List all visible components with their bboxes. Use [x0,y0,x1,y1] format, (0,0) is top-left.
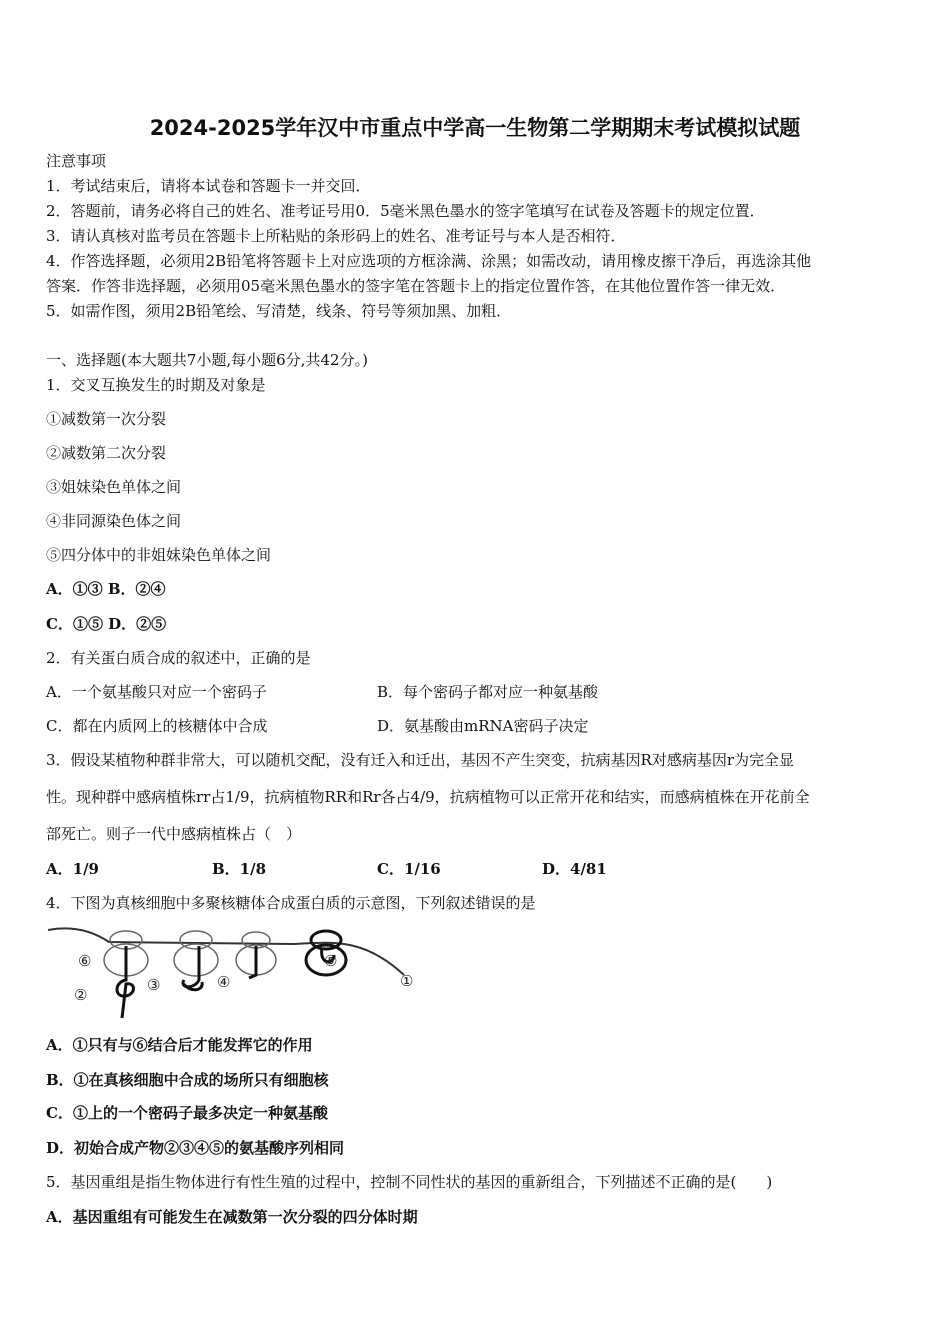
q1-item: ⑤四分体中的非姐妹染色单体之间 [46,546,272,564]
question-1-stem: 1．交叉互换发生的时期及对象是 [46,376,266,394]
q3-option-d: D．4/81 [542,860,607,878]
q1-item: ②减数第二次分裂 [46,444,167,462]
notice-item: 4．作答选择题，必须用2B铅笔将答题卡上对应选项的方框涂满、涂黑；如需改动，请用橡皮擦干净后，再选涂其他 [46,252,812,270]
label-1: ① [400,972,414,990]
label-4: ④ [217,973,231,991]
question-3-line: 3．假设某植物种群非常大，可以随机交配，没有迁入和迁出，基因不产生突变，抗病基因R对感病基因r为完全显 [46,751,795,769]
q1-options-ab: A．①③ B．②④ [46,580,166,598]
notice-item: 1．考试结束后，请将本试卷和答题卡一并交回． [46,177,371,195]
notice-heading: 注意事项 [46,152,107,170]
question-3-line: 性。现种群中感病植株rr占1/9，抗病植物RR和Rr各占4/9，抗病植物可以正常开花和结实，而感病植株在开花前全 [46,788,810,806]
question-4-stem: 4．下图为真核细胞中多聚核糖体合成蛋白质的示意图，下列叙述错误的是 [46,894,536,912]
q2-option-d: D．氨基酸由mRNA密码子决定 [377,717,589,735]
question-2-stem: 2．有关蛋白质合成的叙述中，正确的是 [46,649,311,667]
q4-option-b: B．①在真核细胞中合成的场所只有细胞核 [46,1071,329,1089]
q4-option-d: D．初始合成产物②③④⑤的氨基酸序列相同 [46,1139,345,1157]
q3-option-b: B．1/8 [212,860,267,878]
label-2: ② [74,986,88,1004]
q5-option-a: A．基因重组有可能发生在减数第一次分裂的四分体时期 [46,1208,418,1226]
question-5-stem: 5．基因重组是指生物体进行有性生殖的过程中，控制不同性状的基因的重新组合，下列描述不正确的是( ) [46,1173,773,1191]
q1-item: ④非同源染色体之间 [46,512,182,530]
q2-option-a: A．一个氨基酸只对应一个密码子 [46,683,267,701]
label-5: ⑤ [324,952,338,970]
q2-option-c: C．都在内质网上的核糖体中合成 [46,717,268,735]
q1-item: ①减数第一次分裂 [46,410,167,428]
label-6: ⑥ [78,952,92,970]
notice-item: 3．请认真核对监考员在答题卡上所粘贴的条形码上的姓名、准考证号与本人是否相符． [46,227,626,245]
q2-option-b: B．每个密码子都对应一种氨基酸 [377,683,599,701]
q1-options-cd: C．①⑤ D．②⑤ [46,615,167,633]
q4-option-a: A．①只有与⑥结合后才能发挥它的作用 [46,1036,313,1054]
notice-item: 2．答题前，请务必将自己的姓名、准考证号用0．5毫米黑色墨水的签字笔填写在试卷及答题卡的规定位置． [46,202,765,220]
notice-item: 答案．作答非选择题，必须用05毫米黑色墨水的签字笔在答题卡上的指定位置作答，在其他位置作答一律无效． [46,277,786,295]
label-3: ③ [147,976,161,994]
notice-item: 5．如需作图，须用2B铅笔绘、写清楚，线条、符号等须加黑、加粗． [46,302,512,320]
section-heading: 一、选择题(本大题共7小题,每小题6分,共42分。) [46,351,368,369]
question-3-line: 部死亡。则子一代中感病植株占（ ） [46,825,302,843]
page-title: 2024-2025学年汉中市重点中学高一生物第二学期期末考试模拟试题 [149,116,801,140]
polyribosome-figure [44,920,434,1020]
q4-option-c: C．①上的一个密码子最多决定一种氨基酸 [46,1104,328,1122]
q1-item: ③姐妹染色单体之间 [46,478,182,496]
q3-option-c: C．1/16 [377,860,441,878]
q3-option-a: A．1/9 [46,860,99,878]
